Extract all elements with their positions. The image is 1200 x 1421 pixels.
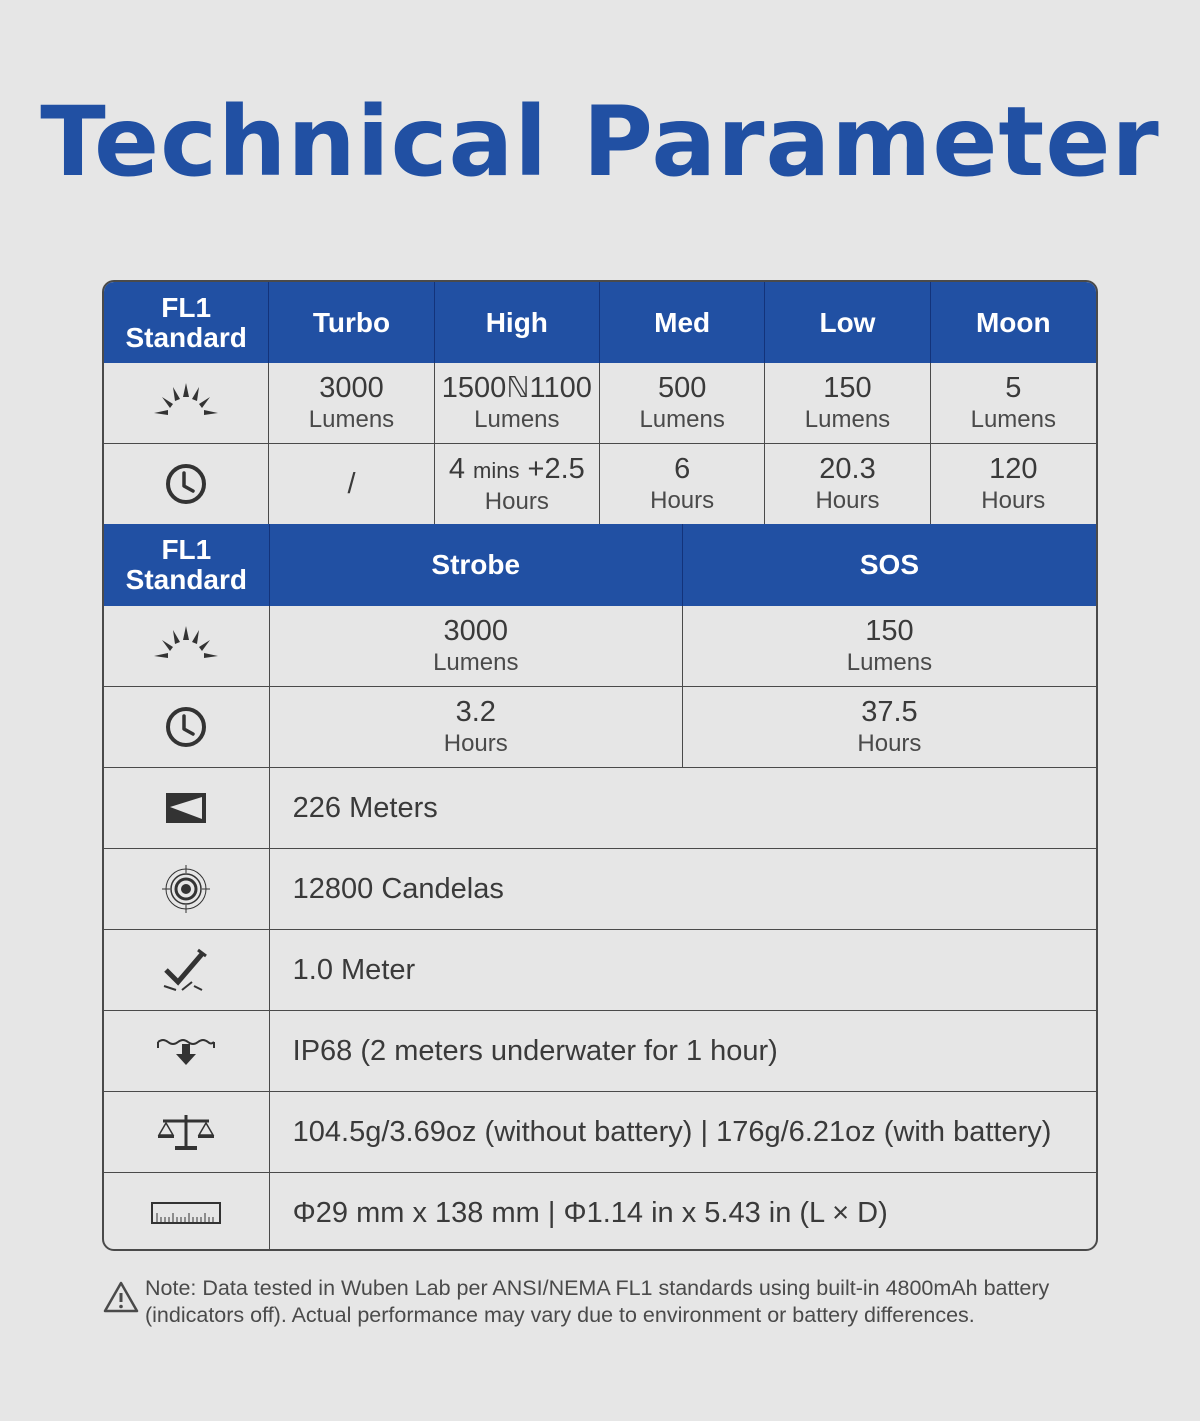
waterproof-value: IP68 (2 meters underwater for 1 hour) (292, 1034, 778, 1067)
mode-moon: Moon (975, 306, 1051, 338)
runtime-row-2 (104, 687, 1096, 768)
mode-low: Low (765, 282, 930, 363)
strobe-runtime: 3.2 Hours (270, 687, 683, 767)
med-lumens: 500 Lumens (600, 363, 765, 443)
impact-resistance-value: 1.0 Meter (292, 953, 416, 986)
spec-table (102, 280, 1098, 1251)
ruler-icon (104, 1173, 270, 1251)
warning-icon (103, 1281, 139, 1320)
moon-runtime: 120 Hours (981, 453, 1046, 514)
clock-icon (104, 444, 269, 524)
brightness-icon (104, 606, 270, 686)
intensity-value: 12800 Candelas (292, 872, 504, 905)
clock-icon (104, 687, 270, 767)
low-runtime: 20.3 Hours (765, 444, 930, 524)
high-runtime: 4 mins +2.5 Hours (435, 444, 600, 524)
brightness-icon (104, 363, 269, 443)
footnote-text: Note: Data tested in Wuben Lab per ANSI/NEMA FL1 standards using built-in 4800mAh battery (indicators off). Actual performance may vary due to environment or battery differences. (145, 1276, 1050, 1327)
weight-row (104, 1092, 1096, 1173)
weight-value: 104.5g/3.69oz (without battery) | 176g/6.21oz (with battery) (292, 1115, 1052, 1148)
footnote (103, 1275, 1063, 1329)
brightness-row (104, 363, 1096, 444)
mode-med: Med (600, 282, 765, 363)
high-lumens: 1500ℕ1100 Lumens (435, 363, 600, 443)
waterproof-row (104, 1011, 1096, 1092)
impact-resistance-icon (104, 930, 270, 1010)
waterproof-icon (104, 1011, 270, 1091)
fl1-standard-label-2: FL1 Standard (104, 524, 270, 606)
moon-lumens: 5 Lumens (970, 372, 1056, 433)
beam-distance-row (104, 768, 1096, 849)
sos-lumens: 150 Lumens (846, 615, 933, 676)
runtime-row (104, 444, 1096, 524)
turbo-runtime: / (269, 444, 434, 524)
impact-resistance-row (104, 930, 1096, 1011)
beam-distance-icon (104, 768, 270, 848)
dimensions-value: Φ29 mm x 138 mm | Φ1.14 in x 5.43 in (L × D) (292, 1196, 888, 1229)
sos-runtime: 37.5 Hours (857, 696, 922, 757)
beam-distance-value: 226 Meters (292, 791, 438, 824)
intensity-row (104, 849, 1096, 930)
mode-high: High (435, 282, 600, 363)
page-title: Technical Parameter (40, 86, 1160, 198)
strobe-lumens: 3000 Lumens (270, 606, 683, 686)
med-runtime: 6 Hours (600, 444, 765, 524)
fl1-standard-label: FL1 Standard (104, 282, 269, 363)
mode-header-row (104, 282, 1096, 363)
low-lumens: 150 Lumens (765, 363, 930, 443)
brightness-row-2 (104, 606, 1096, 687)
target-intensity-icon (104, 849, 270, 929)
mode-strobe: Strobe (270, 524, 683, 606)
dimensions-row (104, 1173, 1096, 1251)
mode-sos: SOS (859, 549, 919, 580)
special-mode-header-row (104, 524, 1096, 606)
mode-turbo: Turbo (269, 282, 434, 363)
turbo-lumens: 3000 Lumens (269, 363, 434, 443)
weight-scale-icon (104, 1092, 270, 1172)
